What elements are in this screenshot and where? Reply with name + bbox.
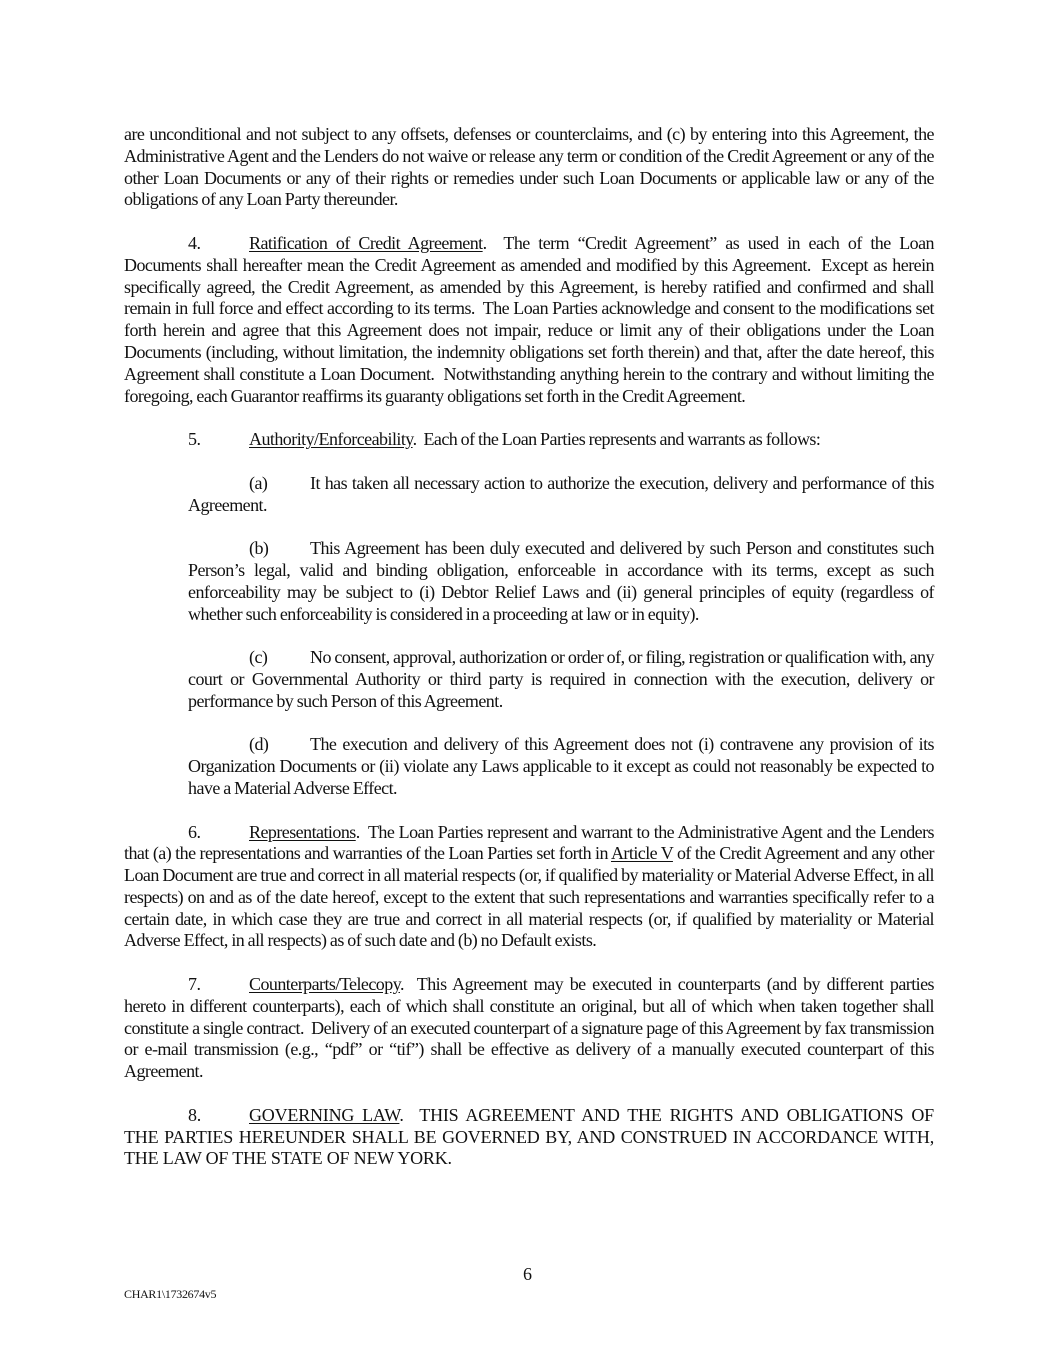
section-8-heading: GOVERNING LAW <box>249 1104 400 1125</box>
section-5-number: 5. <box>188 429 201 450</box>
section-7-body: This Agreement may be executed in counterparts (and by different parties hereto in different counterparts), each of which shall constitute an original, but all of which when taken together shall constitute a single contract. Delivery of an executed counterpart of a signature page of this Agreement by fax transmission or e-mail transmission (e.g., “pdf” or “tif”) shall be effective as delivery of a manually executed counterpart of this Agreement. <box>124 974 938 1082</box>
item-b-label: (b) <box>249 538 269 559</box>
document-id: CHAR1\1732674v5 <box>124 1287 217 1301</box>
indent-spacer <box>124 248 188 249</box>
section-8-number: 8. <box>188 1104 202 1125</box>
section-7 <box>124 974 938 1083</box>
indent-spacer <box>188 662 249 663</box>
section-6 <box>124 821 938 953</box>
section-6-body-part2: of the Credit Agreement and any other Loan Document are true and correct in all material respects (or, if qualified by materiality or Material Adverse Effect, in all respects) on and as of the date hereof, except to the extent that such representations and warranties specifically refer to a certain date, in which case they are true and correct in all material respects (or, if qualified by materiality or Material Adverse Effect, in all respects) as of such date and (b) no Default exists. <box>124 843 934 951</box>
continuation-paragraph: are unconditional and not subject to any offsets, defenses or counterclaims, and (c) by entering into this Agreement, the Administrative Agent and the Lenders do not waive or release any term or condition of the Credit Agreement or any of the other Loan Documents or any of their rights or remedies under such Loan Documents or applicable law or any of the obligations of any Loan Party thereunder. <box>124 124 934 210</box>
item-a-label: (a) <box>249 472 268 493</box>
section-5-body: Each of the Loan Parties represents and warrants as follows: <box>416 429 821 450</box>
page-number: 6 <box>523 1264 532 1284</box>
section-7-heading: Counterparts/Telecopy <box>249 974 400 995</box>
section-6-number: 6. <box>188 821 201 842</box>
item-d-text: The execution and delivery of this Agreement does not (i) contravene any provision of its Organization Documents or (ii) violate any Laws applicable to it except as could not reasonably be expected to have a Material Adverse Effect. <box>188 734 934 798</box>
section-7-heading-punct: . <box>399 974 404 995</box>
indent-spacer <box>188 553 249 554</box>
item-a-text: It has taken all necessary action to authorize the execution, delivery and performance of this Agreement. <box>188 472 934 515</box>
section-5-item-c <box>188 647 934 712</box>
section-8 <box>124 1104 938 1170</box>
section-5-heading-punct: . <box>412 429 417 450</box>
document-page <box>124 124 938 1192</box>
section-6-heading: Representations <box>249 821 356 842</box>
indent-spacer <box>188 488 249 489</box>
section-6-heading-punct: . <box>355 821 360 842</box>
section-7-number: 7. <box>188 974 201 995</box>
section-6-body-part1: The Loan Parties represent and warrant to the Administrative Agent and the Lenders that (a) the representations and warranties of the Loan Parties set forth in <box>124 821 938 864</box>
indent-spacer <box>124 444 188 445</box>
section-5-item-d <box>188 734 934 799</box>
item-d-label: (d) <box>249 734 269 755</box>
indent-spacer <box>124 837 188 838</box>
section-8-heading-punct: . <box>399 1104 404 1125</box>
section-4-heading-punct: . <box>482 232 487 253</box>
item-b-text: This Agreement has been duly executed and delivered by such Person and constitutes such Person’s legal, valid and binding obligation, enforceable in accordance with its terms, except as such enforceability may be subject to (i) Debtor Relief Laws and (ii) general principles of equity (regardless of whether such enforceability is considered in a proceeding at law or in equity). <box>188 538 934 624</box>
section-4-heading: Ratification of Credit Agreement <box>249 232 483 253</box>
section-5-heading: Authority/Enforceability <box>249 429 413 450</box>
article-v-reference: Article V <box>610 843 673 864</box>
indent-spacer <box>124 989 188 990</box>
indent-spacer <box>124 1120 188 1121</box>
section-4-number: 4. <box>188 232 201 253</box>
section-5 <box>124 429 934 451</box>
indent-spacer <box>188 749 249 750</box>
section-4-body: The term “Credit Agreement” as used in each of the Loan Documents shall hereafter mean the Credit Agreement as amended and modified by this Agreement. Except as herein specifically agreed, the Credit Agreement, as amended by this Agreement, is hereby ratified and confirmed and shall remain in full force and effect according to its terms. The Loan Parties acknowledge and consent to the modifications set forth herein and agree that this Agreement does not impair, reduce or limit any of their obligations under the Loan Documents (including, without limitation, the indemnity obligations set forth therein) and that, after the date hereof, this Agreement shall constitute a Loan Document. Notwithstanding anything herein to the contrary and without limiting the foregoing, each Guarantor reaffirms its guaranty obligations set forth in the Credit Agreement. <box>124 232 938 406</box>
section-5-item-a <box>188 473 934 517</box>
section-5-item-b <box>188 538 934 625</box>
section-4 <box>124 232 938 407</box>
item-c-label: (c) <box>249 647 268 668</box>
item-c-text: No consent, approval, authorization or order of, or filing, registration or qualification with, any court or Governmental Authority or third party is required in connection with the execution, delivery or performance by such Person of this Agreement. <box>188 647 934 711</box>
section-8-body: THIS AGREEMENT AND THE RIGHTS AND OBLIGATIONS OF THE PARTIES HEREUNDER SHALL BE GOVERNED BY, AND CONSTRUED IN ACCORDANCE WITH, THE LAW OF THE STATE OF NEW YORK. <box>124 1104 938 1169</box>
